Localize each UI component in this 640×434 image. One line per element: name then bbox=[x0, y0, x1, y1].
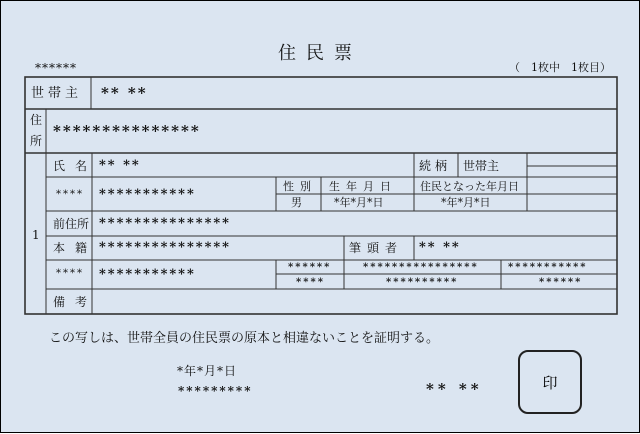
masked-cell-b2: ********** bbox=[386, 277, 459, 288]
birthdate-value: *年*月*日 bbox=[334, 196, 384, 209]
sex-value: 男 bbox=[291, 196, 302, 209]
certification-statement: この写しは、世帯全員の住民票の原本と相違ないことを証明する。 bbox=[49, 331, 440, 346]
resident-date-label: 住民となった年月日 bbox=[420, 180, 519, 193]
name-value: ** ** bbox=[99, 158, 141, 173]
mayor-name: ** ** bbox=[426, 380, 483, 398]
official-seal bbox=[518, 350, 582, 414]
address-label-top: 住 bbox=[30, 113, 43, 127]
relation-value: 世帯主 bbox=[463, 159, 500, 173]
page-count: （ 1枚中 1枚目） bbox=[509, 61, 611, 74]
domicile-value: *************** bbox=[99, 240, 231, 255]
head-of-register-value: ** ** bbox=[419, 240, 461, 255]
name-label: 氏名 bbox=[53, 159, 98, 173]
issuer-masked: ********* bbox=[178, 384, 253, 398]
document-title: 住民票 bbox=[278, 43, 362, 64]
birthdate-label: 生年月日 bbox=[329, 180, 397, 193]
relation-label: 続柄 bbox=[419, 159, 452, 173]
domicile-label: 本籍 bbox=[53, 241, 98, 255]
address-value: *************** bbox=[53, 122, 201, 140]
previous-address-label: 前住所 bbox=[53, 217, 90, 231]
head-of-register-label: 筆頭者 bbox=[349, 241, 404, 255]
remarks-label: 備考 bbox=[53, 295, 98, 309]
certificate-code: ****** bbox=[35, 61, 77, 75]
person-number: 1 bbox=[32, 228, 40, 242]
address-label-bottom: 所 bbox=[30, 134, 43, 148]
sex-label: 性別 bbox=[283, 180, 317, 193]
masked-value-1: *********** bbox=[99, 187, 196, 202]
masked-cell-b1: **************** bbox=[363, 262, 479, 273]
householder-label: 世帯主 bbox=[31, 86, 83, 101]
householder-value: ** ** bbox=[101, 84, 148, 102]
masked-cell-a2: **** bbox=[296, 277, 325, 288]
seal-label: 印 bbox=[542, 373, 558, 392]
masked-cell-c2: ****** bbox=[539, 277, 583, 288]
issue-date: *年*月*日 bbox=[177, 364, 238, 378]
masked-value-2: *********** bbox=[99, 267, 196, 282]
masked-label-1: **** bbox=[56, 189, 84, 200]
previous-address-value: *************** bbox=[99, 216, 231, 231]
resident-date-value: *年*月*日 bbox=[441, 196, 491, 209]
masked-cell-a1: ****** bbox=[288, 262, 332, 273]
masked-cell-c1: *********** bbox=[508, 262, 588, 273]
masked-label-2: **** bbox=[56, 268, 84, 279]
